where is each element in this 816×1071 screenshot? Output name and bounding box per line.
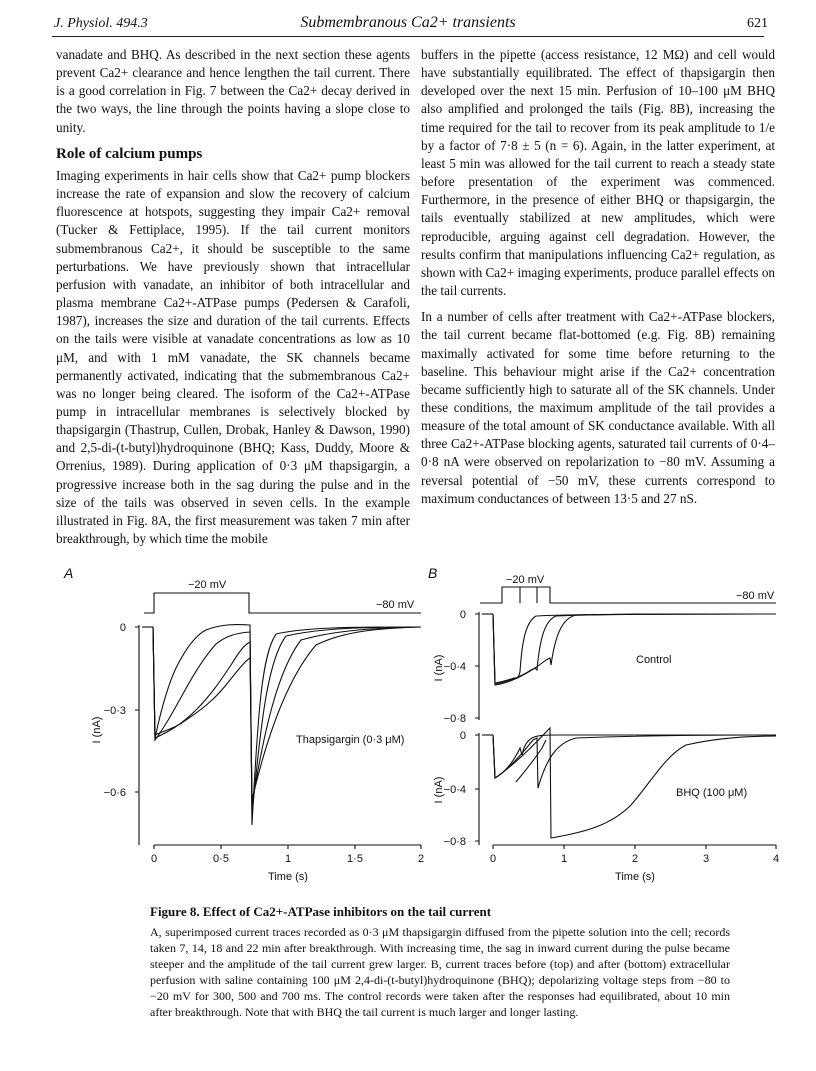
journal-citation: J. Physiol. 494.3	[54, 16, 148, 31]
panelA-trace-14min	[153, 627, 421, 805]
panelA-trace-22min	[153, 625, 421, 825]
panelA-xlabel: Time (s)	[268, 871, 308, 883]
caption-body: A, superimposed current traces recorded as 0·3 μM thapsigargin diffused from the pipette solution into the cell; records taken 7, 14, 18 and 22 min after breakthrough. With increasing time, the sag in inward current during the pulse became steeper and the amplitude of the tail current grew larger. B, current traces before (top) and after (bottom) extracellular perfusion with saline containing 100 μM 2,4-di-(t-butyl)hydroquinone (BHQ); depolarizing voltage steps from −80 to −20 mV for 300, 500 and 700 ms. The control records were taken after the responses had equilibrated, about 10 min after breakthrough. Note that with BHQ the tail current is much larger and longer lasting.	[150, 925, 730, 1019]
panelB-hold-label: −80 mV	[736, 590, 775, 602]
panelB-bottom-ytick-2: −0·8	[443, 836, 466, 848]
panelB-control-trace-700ms	[493, 614, 776, 685]
panelB-xtick-4: 4	[772, 853, 780, 865]
panelA-ytick-0: 0	[119, 622, 126, 634]
page-number: 621	[747, 16, 768, 31]
panelA-trace-7min	[153, 627, 421, 800]
panelA-xtick-2: 1	[284, 853, 292, 865]
panelB-xtick-1: 1	[560, 853, 568, 865]
panelA-xtick-0: 0	[150, 853, 158, 865]
panelB-pulse-label: −20 mV	[506, 574, 545, 586]
header-rule	[52, 36, 764, 37]
panelA-xtick-1: 0·5	[213, 853, 229, 865]
panelA-ytick-2: −0·6	[103, 787, 126, 799]
panelB-xtick-3: 3	[702, 853, 710, 865]
paragraph: vanadate and BHQ. As described in the next section these agents prevent Ca2+ clearance and hence lengthen the tail current. There is a good correlation in Fig. 7 between the Ca2+ decay derived in the two ways, the line through the points having a slope close to unity.	[56, 47, 410, 135]
panelA-annotation: Thapsigargin (0·3 μM)	[296, 734, 405, 746]
panelB-top-ytick-2: −0·8	[443, 713, 466, 725]
section-heading: Role of calcium pumps	[56, 145, 203, 162]
paragraph: Imaging experiments in hair cells show that Ca2+ pump blockers increase the rate of expansion and slow the recovery of calcium fluorescence at hotspots, suggesting they impair Ca2+ removal (Tucker & Fettiplace, 1995). If the tail current monitors submembranous Ca2+, it should be susceptible to the same perturbations. We have previously shown that intracellular perfusion with vanadate, an inhibitor of both intracellular and plasma membrane Ca2+-ATPase pumps (Pedersen & Carafoli, 1987), increases the size and duration of the tail currents. Effects on the tails were visible at vanadate concentrations as low as 10 μM, and with 1 mM vanadate, the SK channels became permanently activated, indicating that the submembranous Ca2+ was no longer being cleared. The isoform of the Ca2+-ATPase pump in intracellular membranes is selectively blocked by thapsigargin (Thastrup, Cullen, Drobak, Hanley & Dawson, 1990) and 2,5-di-(t-butyl)hydroquinone (BHQ; Kass, Duddy, Moore & Orrenius, 1989). During application of 0·3 μM thapsigargin, a progressive increase both in the sag during the pulse and in the size of the tails was observed in seven cells. In the example illustrated in Fig. 8A, the first measurement was taken 7 min after breakthrough, by which time the mobile	[56, 167, 410, 547]
figure-caption	[150, 904, 730, 1020]
caption-title: Figure 8. Effect of Ca2+-ATPase inhibitors on the tail current	[150, 904, 492, 919]
panelB-top-ylabel: I (nA)	[433, 654, 445, 682]
panelB-xtick-2: 2	[631, 853, 639, 865]
panelA-pulse-label: −20 mV	[188, 579, 227, 591]
panelB-top-ytick-0: 0	[459, 609, 466, 621]
panelA-xtick-4: 2	[417, 853, 425, 865]
figure-8-svg	[56, 560, 786, 900]
right-column	[421, 46, 775, 516]
panelA-ytick-1: −0·3	[103, 705, 126, 717]
running-header	[48, 14, 768, 34]
paragraph: In a number of cells after treatment with Ca2+-ATPase blockers, the tail current became flat-bottomed (e.g. Fig. 8B) remaining maximally activated for some time before returning to the baseline. This behaviour might arise if the Ca2+ concentration became sufficiently high to saturate all of the SK channels. Under these conditions, the maximum amplitude of the tail provides a measure of the total amount of SK conductance available. With all three Ca2+-ATPase blocking agents, saturated tail currents of 0·4–0·8 nA were observed on repolarization to −80 mV. Assuming a reversal potential of −50 mV, these currents correspond to maximum conductances of between 13·5 and 27 nS.	[421, 309, 775, 506]
panelA-label: A	[64, 565, 74, 581]
panelB-bhq-trace-700ms	[493, 728, 776, 838]
panelA-ylabel: I (nA)	[91, 716, 103, 744]
panelB-bhq-annotation: BHQ (100 μM)	[676, 787, 748, 799]
panelB-bottom-ytick-1: −0·4	[443, 784, 466, 796]
running-title: Submembranous Ca2+ transients	[300, 14, 516, 31]
panelA-hold-label: −80 mV	[376, 599, 415, 611]
panelB-xtick-0: 0	[489, 853, 497, 865]
panelB-label: B	[428, 565, 438, 581]
panelB-control-trace-300ms	[493, 614, 776, 683]
paragraph: buffers in the pipette (access resistance, 12 MΩ) and cell would have substantially equilibrated. The effect of thapsigargin then developed over the next 15 min. Perfusion of 10–100 μM BHQ also amplified and prolonged the tails (Fig. 8B), increasing the time required for the tail to recover from its peak amplitude to 1/e by a factor of 7·8 ± 5 (n = 6). Again, in the latter experiment, at least 5 min was allowed for the tail current to reach a steady state before presentation of the experiment was commenced. Furthermore, in the presence of either BHQ or thapsigargin, the tails eventually stabilized at new amplitudes, which were reproducible, arguing against cell degradation. However, the results confirm that manipulations influencing Ca2+ regulation, as shown with Ca2+ imaging experiments, produce parallel effects on the tail currents.	[421, 47, 776, 299]
panelB-top-ytick-1: −0·4	[443, 661, 466, 673]
panelB-xlabel: Time (s)	[615, 871, 655, 883]
panelB-control-trace-500ms	[493, 614, 776, 684]
left-column	[56, 46, 410, 556]
panelB-voltage-protocol	[480, 587, 776, 603]
panelB-control-annotation: Control	[636, 654, 672, 666]
panelA-xtick-3: 1·5	[347, 853, 363, 865]
panelB-bottom-ylabel: I (nA)	[433, 776, 445, 804]
panelA-trace-18min	[153, 627, 421, 815]
figure-8	[56, 560, 786, 900]
panelB-bottom-ytick-0: 0	[459, 730, 466, 742]
